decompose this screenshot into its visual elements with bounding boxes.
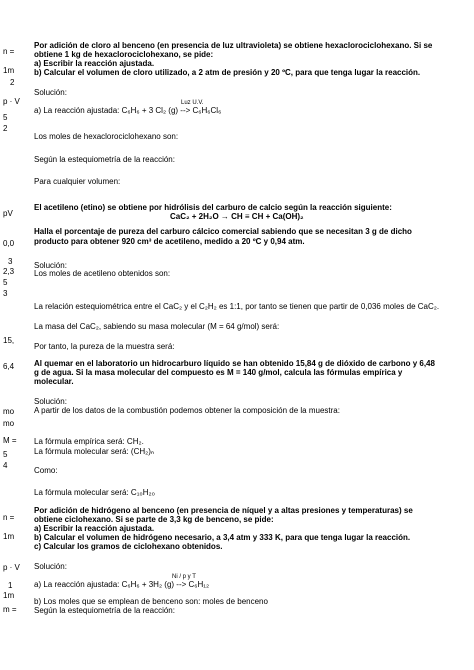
problem-4-statement: Por adición de hidrógeno al benceno (en presencia de níquel y a altas presiones y temperaturas) se — [34, 506, 413, 515]
solution-text: Para cualquier volumen: — [34, 177, 121, 186]
problem-4-part-c: c) Calcular los gramos de ciclohexano obtenidos. — [34, 542, 223, 551]
margin-fragment: p · V — [3, 97, 20, 106]
solution-label: Solución: — [34, 562, 67, 571]
margin-fragment: 4 — [3, 461, 8, 470]
margin-fragment: 1 — [8, 581, 13, 590]
margin-fragment: 3 — [8, 257, 13, 266]
problem-4-part-a: a) Escribir la reacción ajustada. — [34, 524, 155, 533]
reaction-equation: a) La reacción ajustada: C₆H₆ + 3H₂ (g) --> C₆H₁₂ — [34, 580, 210, 589]
solution-text: Por tanto, la pureza de la muestra será: — [34, 342, 175, 351]
problem-2-statement: Halla el porcentaje de pureza del carburo cálcico comercial sabiendo que se necesitan 3 g de dicho — [34, 227, 412, 236]
margin-fragment: n = — [3, 47, 15, 56]
margin-fragment: 0,0 — [3, 239, 15, 248]
problem-4-statement: obtiene ciclohexano. Si se parte de 3,3 kg de benceno, se pide: — [34, 515, 274, 524]
problem-2-statement: El acetileno (etino) se obtiene por hidrólisis del carburo de calcio según la reacción siguiente: — [34, 203, 392, 212]
problem-3-statement: g de agua. Si la masa molecular del compuesto es M = 140 g/mol, calcula las fórmulas empírica y — [34, 368, 403, 377]
margin-fragment: 6,4 — [3, 362, 15, 371]
solution-text: La relación estequiométrica entre el CaC₂ y el C₂H₂ es 1:1, por tanto se tienen que partir de 0,036 moles de CaC₂. — [34, 302, 440, 311]
margin-fragment: 1m — [3, 532, 15, 541]
solution-text: La fórmula molecular será: C₁₀H₂₀ — [34, 488, 155, 497]
reaction-equation: a) La reacción ajustada: C₆H₆ + 3 Cl₂ (g) --> C₆H₆Cl₆ — [34, 106, 222, 115]
reaction-condition: Luz U.V. — [181, 100, 204, 106]
solution-text: b) Los moles que se emplean de benceno son: moles de benceno — [34, 597, 268, 606]
problem-1-part-b: b) Calcular el volumen de cloro utilizado, a 2 atm de presión y 20 ºC, para que tenga lugar la reacción. — [34, 68, 421, 77]
margin-fragment: m = — [3, 605, 17, 614]
solution-text: La fórmula empírica será: CH₂. — [34, 437, 144, 446]
margin-fragment: 5 — [3, 450, 8, 459]
solution-text: Los moles de hexaclorociclohexano son: — [34, 132, 179, 141]
solution-text: Según la estequiometría de la reacción: — [34, 606, 175, 615]
margin-fragment: n = — [3, 513, 15, 522]
solution-text: A partir de los datos de la combustión podemos obtener la composición de la muestra: — [34, 406, 340, 415]
problem-2-statement: producto para obtener 920 cm³ de acetileno, medido a 20 ºC y 0,94 atm. — [34, 237, 305, 246]
margin-fragment: 5 — [3, 113, 8, 122]
problem-1-part-a: a) Escribir la reacción ajustada. — [34, 59, 155, 68]
margin-fragment: M = — [3, 436, 17, 445]
problem-2-equation: CaC₂ + 2H₂O → CH ≡ CH + Ca(OH)₂ — [170, 212, 304, 221]
solution-label: Solución: — [34, 88, 67, 97]
margin-fragment: 3 — [3, 289, 8, 298]
margin-fragment: mo — [3, 419, 15, 428]
margin-fragment: 2 — [3, 124, 8, 133]
problem-4-part-b: b) Calcular el volumen de hidrógeno necesario, a 3,4 atm y 333 K, para que tenga lugar la reacción. — [34, 533, 411, 542]
solution-text: La fórmula molecular será: (CH₂)ₙ — [34, 447, 155, 456]
solution-label: Solución: — [34, 397, 67, 406]
solution-text: Los moles de acetileno obtenidos son: — [34, 269, 171, 278]
solution-text: Según la estequiometría de la reacción: — [34, 155, 175, 164]
problem-1-statement: Por adición de cloro al benceno (en presencia de luz ultravioleta) se obtiene hexaclorociclohexano. Si se — [34, 41, 433, 50]
margin-fragment: pV — [3, 209, 13, 218]
reaction-condition: Ni / p y T — [172, 574, 196, 580]
problem-3-statement: Al quemar en el laboratorio un hidrocarburo líquido se han obtenido 15,84 g de dióxido de carbono y 6,48 — [34, 359, 435, 368]
margin-fragment: 2 — [10, 78, 15, 87]
problem-3-statement: molecular. — [34, 377, 74, 386]
margin-fragment: 1m — [3, 591, 15, 600]
margin-fragment: 1m — [3, 66, 15, 75]
solution-text: La masa del CaC₂, sabiendo su masa molecular (M = 64 g/mol) será: — [34, 322, 280, 331]
margin-fragment: p · V — [3, 563, 20, 572]
margin-fragment: 2,3 — [3, 267, 15, 276]
margin-fragment: 5 — [3, 278, 8, 287]
margin-fragment: mo — [3, 407, 15, 416]
solution-text: Como: — [34, 466, 58, 475]
problem-1-statement: obtiene 1 kg de hexaclorociclohexano, se pide: — [34, 50, 214, 59]
margin-fragment: 15, — [3, 336, 15, 345]
solution-label: Solución: — [34, 261, 67, 270]
